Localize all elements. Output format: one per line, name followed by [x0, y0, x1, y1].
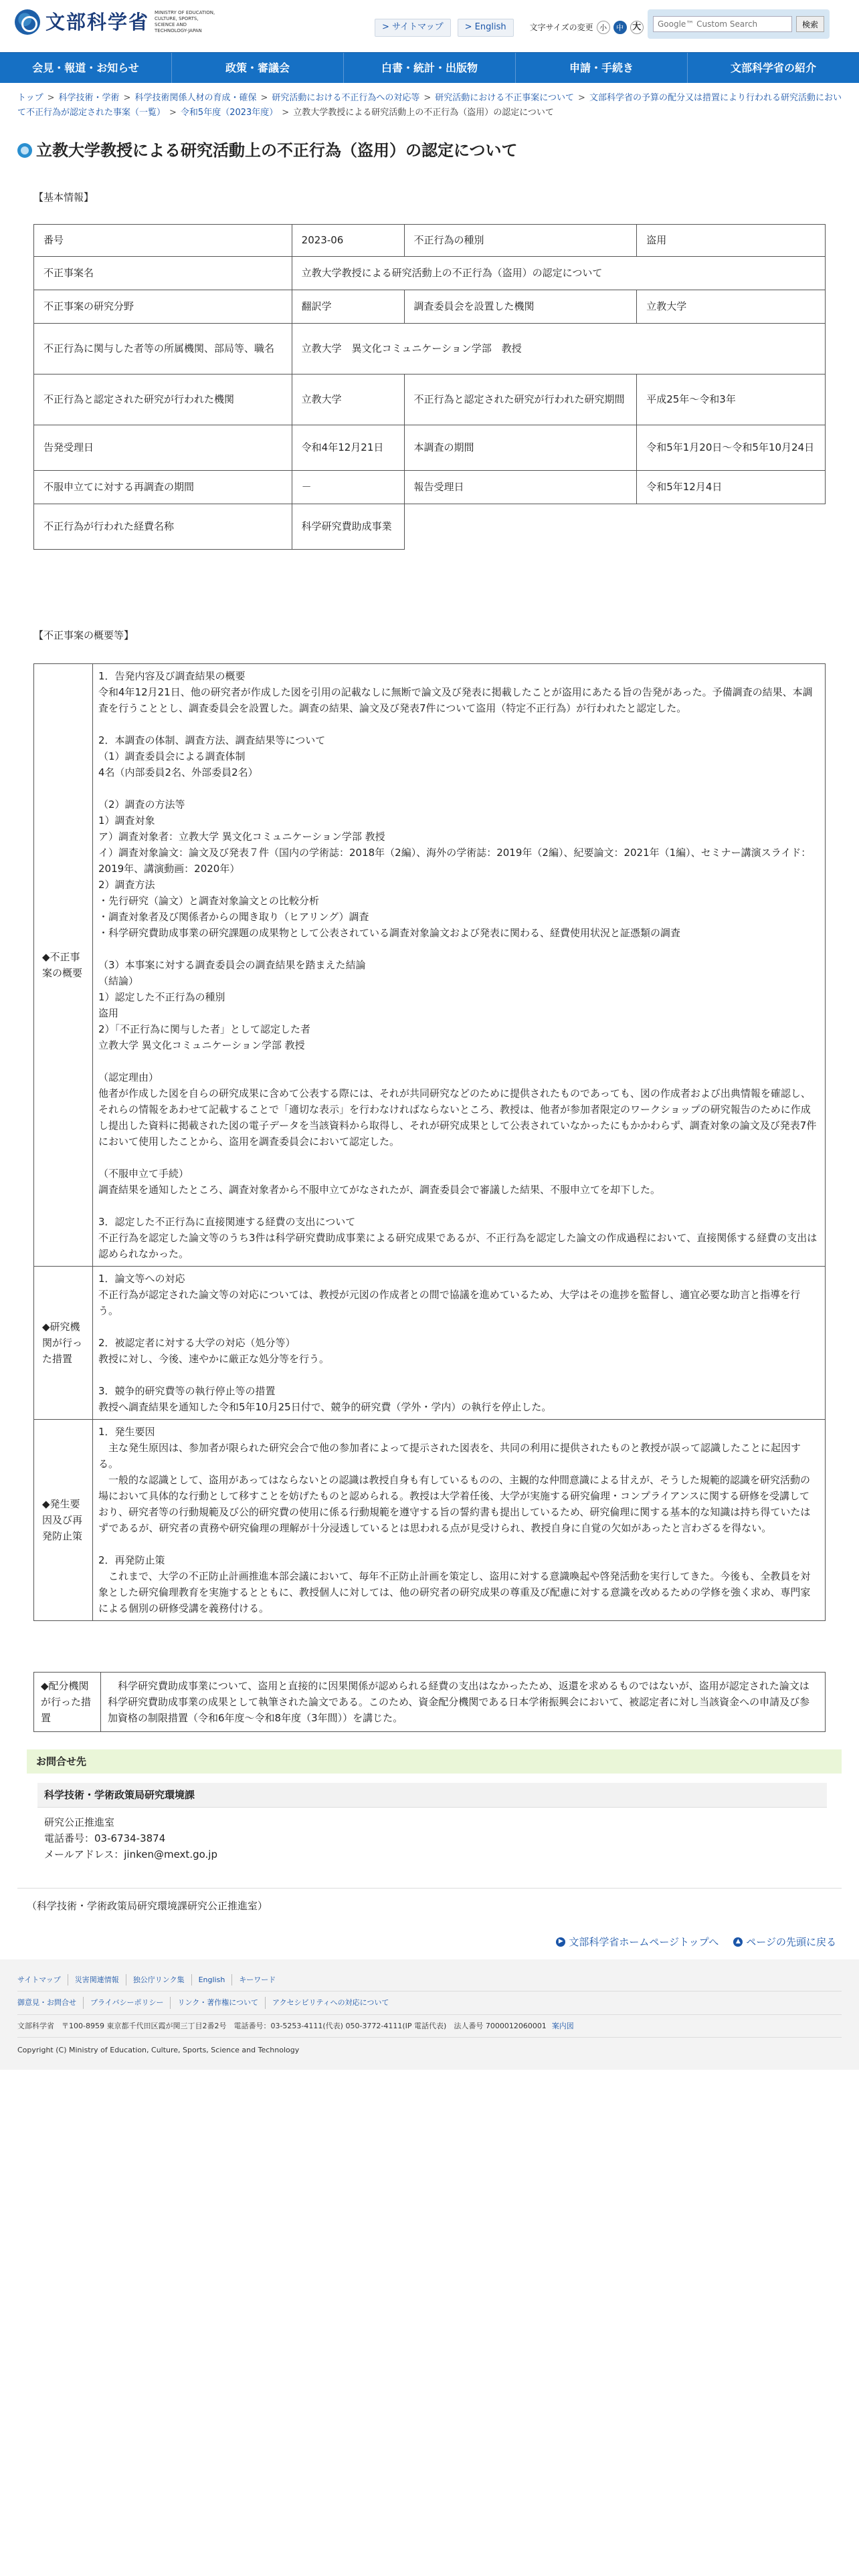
summary-table: [33, 663, 826, 1621]
table-cell: 平成25年～令和3年: [637, 374, 826, 425]
table-cell: 不正事案名: [34, 256, 292, 290]
fund-label: ◆配分機関が行った措置: [34, 1672, 101, 1731]
breadcrumb-link[interactable]: 科学技術関係人材の育成・確保: [134, 93, 257, 103]
footer-link[interactable]: サイトマップ: [17, 1974, 68, 1986]
contact-section: 研究公正推進室: [44, 1816, 115, 1828]
footer-link[interactable]: 御意見・お問合せ: [17, 1997, 84, 2009]
contact-phone: 電話番号：03-6734-3874: [44, 1832, 166, 1844]
home-link-label: 文部科学省ホームページトップへ: [569, 1935, 719, 1948]
table-cell: 2023-06: [292, 224, 404, 256]
table-cell: 立教大学教授による研究活動上の不正行為（盗用）の認定について: [292, 256, 825, 290]
table-row: [34, 663, 826, 1266]
table-cell: 翻訳学: [292, 290, 404, 323]
arrow-up-icon: ▲: [733, 1937, 743, 1947]
english-link[interactable]: > English: [458, 19, 514, 37]
search-box: [648, 9, 830, 39]
footer-address: 文部科学省 〒100-8959 東京都千代田区霞が関三丁目2番2号 電話番号：03-5253-4111(代表) 050-3772-4111(IP 電話代表) 法人番号 7000012060001: [17, 2021, 547, 2030]
summary-label: ◆発生要因及び再発防止策: [34, 1419, 93, 1620]
table-cell: 調査委員会を設置した機関: [404, 290, 637, 323]
table-cell: 不正行為と認定された研究が行われた機関: [34, 374, 292, 425]
breadcrumb-separator: >: [282, 108, 290, 118]
page-title-text: 立教大学教授による研究活動上の不正行為（盗用）の認定について: [36, 141, 518, 160]
breadcrumb-link[interactable]: 令和5年度（2023年度）: [180, 108, 278, 118]
footer-links-row: [17, 1969, 842, 1992]
table-row: [34, 1419, 826, 1620]
table-row: [34, 290, 826, 323]
font-size-medium-button[interactable]: 中: [613, 21, 627, 34]
breadcrumb-link[interactable]: 研究活動における不正事案について: [435, 93, 575, 103]
nav-item-applications[interactable]: 申請・手続き: [516, 53, 688, 83]
table-cell: 報告受理日: [404, 470, 637, 504]
contact-org: 科学技術・学術政策局研究環境課: [37, 1783, 827, 1808]
header-links: [375, 19, 644, 37]
summary-text: 1．論文等への対応 不正行為が認定された論文等の対応については、教授が元図の作成者との間で協議を進めているため、大学はその進捗を監督し、適宜必要な助言と指導を行う。 2．被認定者に対する大学の対応（処分等） 教授に対し、今後、速やかに厳正な処分等を行う。 3．競争的研究費等の執行停止等の措置 教授へ調査結果を通知した令和5年10月25日付で、競争的研究費（学外・学内）の執行を停止した。: [93, 1266, 826, 1419]
mext-emblem-icon: [15, 9, 40, 35]
footer-link[interactable]: English: [192, 1974, 233, 1986]
table-cell: 告発受理日: [34, 425, 292, 470]
breadcrumb-current: 立教大学教授による研究活動上の不正行為（盗用）の認定について: [293, 108, 554, 118]
logo-english-name: MINISTRY OF EDUCATION, CULTURE, SPORTS, SCIENCE AND TECHNOLOGY-JAPAN: [155, 10, 215, 34]
summary-text: 1．告発内容及び調査結果の概要 令和4年12月21日、他の研究者が作成した図を引用の記載なしに無断で論文及び発表に掲載したことが盗用にあたる旨の告発があった。予備調査の結果、本調査を行うこととし、調査委員会を設置した。調査の結果、論文及び発表7件について盗用（特定不正行為）が行われたと認定した。 2．本調査の体制、調査方法、調査結果等について （1）調査委員会による調査体制 4名（内部委員2名、外部委員2名） （2）調査の方法等 1）調査対象 ア）調査対象者：立教大学 異文化コミュニケーション学部 教授 イ）調査対象論文：論文及び発表７件（国内の学術誌：2018年（2編）、海外の学術誌：2019年（2編）、紀要論文：2021年（1編）、セミナー講演スライド：2019年、講演動画：2020年） 2）調査方法 ・先行研究（論文）と調査対象論文との比較分析 ・調査対象者及び関係者からの聞き取り（ヒアリング）調査 ・科学研究費助成事業の研究課題の成果物として公表されている調査対象論文および発表に関わる、経費使用状況と証憑類の調査 （3）本事案に対する調査委員会の調査結果を踏まえた結論 （結論） 1）認定した不正行為の種別 盗用 2）「不正行為に関与した者」として認定した者 立教大学 異文化コミュニケーション学部 教授 （認定理由） 他者が作成した図を自らの研究成果に含めて公表する際には、それが共同研究などのために提供されたものであっても、図の作成者および出典情報を確認し、それらの情報をあわせて記載することで「適切な表示」を行わなければならないところ、教授は、他者が参加者限定のワークショップの研究報告のために作成し提出した資料に掲載された図の電子データを当該資料から取得し、それが研究成果として公表されていなかったにもかかわらず、調査対象の論文及び発表7件において使用したことから、盗用を調査委員会において認定した。 （不服申立て手続） 調査結果を通知したところ、調査対象者から不服申立てがなされたが、調査委員会で審議した結果、不服申立てを却下した。 3．認定した不正行為に直接関連する経費の支出について 不正行為を認定した論文等のうち3件は科学研究費助成事業による研究成果であるが、不正行為を認定した論文の作成過程において、直接関係する経費の支出は認められなかった。: [93, 663, 826, 1266]
summary-text: 1．発生要因 主な発生原因は、参加者が限られた研究会合で他の参加者によって提示された図表を、共同の利用に提供されたものと教授が誤って認識したことに起因する。 一般的な認識として、盗用があってはならないとの認識は教授自身も有しているものの、主観的な仲間意識による甘えが、そうした規範的認識を研究活動の場において具体的な行動として移すことを妨げたものと認められる。教授は大学着任後、大学が実施する研究倫理・コンプライアンスに関する研修を受講しており、研究者等の行動規範及び公的研究費の使用に係る行動規範を遵守する旨の誓約書も提出しているため、研究倫理に関する基本的な知識は持ち得ていたはずであるが、研究者の責務や研究倫理の理解が十分浸透しているとは思われる点が見受けられ、教授自身に自覚の欠如があったと言わざるを得ない。 2．再発防止策 これまで、大学の不正防止計画推進本部会議において、毎年不正防止計画を策定し、盗用に対する意識喚起や啓発活動を実行してきた。今後も、全教員を対象とした研究倫理教育を実施するとともに、教授個人に対しては、他の研究者の研究成果の尊重及び配慮に対する意識を改めるための学修を強く求め、専門家による個別の研修受講を義務付ける。: [93, 1419, 826, 1620]
breadcrumb-link[interactable]: 研究活動における不正行為への対応等: [272, 93, 420, 103]
sitemap-link[interactable]: > サイトマップ: [375, 19, 451, 37]
font-size-label: 文字サイズの変更: [529, 22, 593, 32]
table-cell: 不正行為が行われた経費名称: [34, 504, 292, 549]
map-link[interactable]: 案内図: [551, 2021, 574, 2030]
footer-link[interactable]: 独公庁リンク集: [126, 1974, 192, 1986]
table-cell: 盗用: [637, 224, 826, 256]
breadcrumb-separator: >: [578, 93, 585, 103]
table-row: [34, 1672, 826, 1731]
breadcrumb-separator: >: [423, 93, 432, 103]
nav-item-publications[interactable]: 白書・統計・出版物: [344, 53, 516, 83]
search-button[interactable]: 検索: [796, 16, 824, 32]
breadcrumb-separator: >: [169, 108, 177, 118]
nav-item-about[interactable]: 文部科学省の紹介: [730, 61, 816, 74]
footer-link[interactable]: 災害関連情報: [68, 1974, 126, 1986]
footer-link[interactable]: リンク・著作権について: [171, 1997, 266, 2009]
nav-item-policy[interactable]: 政策・審議会: [172, 53, 344, 83]
home-link[interactable]: [556, 1934, 719, 1950]
table-cell: 不服申立てに対する再調査の期間: [34, 470, 292, 504]
table-row: [34, 256, 826, 290]
footer-link[interactable]: アクセシビリティへの対応について: [272, 1998, 389, 2008]
breadcrumb-separator: >: [123, 93, 131, 103]
search-input[interactable]: [653, 16, 792, 32]
contact-body: [37, 1808, 827, 1862]
table-cell: 不正行為と認定された研究が行われた研究期間: [404, 374, 637, 425]
site-logo[interactable]: [15, 7, 216, 37]
logo-name: 文部科学省: [45, 11, 150, 33]
table-cell: 不正行為に関与した者等の所属機関、部局等、職名: [34, 323, 292, 374]
footer-links-row: [17, 1992, 842, 2015]
table-cell: 科学研究費助成事業: [292, 504, 404, 549]
table-row: [34, 470, 826, 504]
table-row: [34, 374, 826, 425]
title-bullet-icon: [17, 143, 32, 158]
breadcrumb-separator: >: [47, 93, 55, 103]
summary-label: ◆研究機関が行った措置: [34, 1266, 93, 1419]
font-size-large-button[interactable]: 大: [630, 21, 644, 34]
site-footer: [0, 1959, 859, 2070]
table-cell: 立教大学 異文化コミュニケーション学部 教授: [292, 323, 825, 374]
table-row: [34, 323, 826, 374]
font-size-switcher: [530, 21, 644, 34]
table-row: [34, 224, 826, 256]
breadcrumb-link[interactable]: 科学技術・学術: [58, 93, 120, 103]
breadcrumb-link[interactable]: 文部科学省の予算の配分又は措置により行われる研究活動において不正行為が認定された事案（一覧）: [17, 93, 842, 118]
table-cell: 本調査の期間: [404, 425, 637, 470]
page-top-link[interactable]: [733, 1934, 836, 1950]
fund-text: 科学研究費助成事業について、盗用と直接的に因果関係が認められる経費の支出はなかったため、返還を求めるものではないが、盗用が認定された論文は科学研究費助成事業の成果として執筆された論文である。このため、資金配分機関である日本学術振興会において、被認定者に対し当該資金への申請及び参加資格の制限措置（令和6年度～令和8年度（3年間））を講じた。: [101, 1672, 826, 1731]
basic-info-heading: 【基本情報】: [33, 191, 94, 203]
page-title: [17, 138, 842, 163]
responsible-office-note: （科学技術・学術政策局研究環境課研究公正推進室）: [27, 1899, 268, 1912]
table-cell: 立教大学: [292, 374, 404, 425]
summary-label: ◆不正事案の概要: [34, 663, 93, 1266]
nav-item-press[interactable]: 会見・報道・お知らせ: [0, 53, 172, 83]
site-header: [0, 0, 859, 52]
basic-info-table: [33, 224, 826, 550]
summary-heading: 【不正事案の概要等】: [33, 629, 134, 641]
fund-measure-table: [33, 1672, 826, 1732]
arrow-right-icon: ▶: [556, 1937, 565, 1947]
footer-address-row: [17, 2015, 842, 2038]
breadcrumb-separator: >: [260, 93, 268, 103]
table-cell: －: [292, 470, 404, 504]
table-cell: 番号: [34, 224, 292, 256]
global-nav: [0, 52, 859, 83]
table-row: [34, 425, 826, 470]
copyright: Copyright (C) Ministry of Education, Culture, Sports, Science and Technology: [17, 2046, 300, 2055]
font-size-small-button[interactable]: 小: [597, 21, 610, 34]
contact-heading: お問合せ先: [27, 1749, 842, 1774]
table-cell: 令和4年12月21日: [292, 425, 404, 470]
table-cell: 不正事案の研究分野: [34, 290, 292, 323]
divider: [17, 1888, 842, 1889]
table-cell: 立教大学: [637, 290, 826, 323]
contact-email: メールアドレス：jinken@mext.go.jp: [44, 1848, 217, 1860]
page-top-link-label: ページの先頭に戻る: [746, 1935, 836, 1948]
footer-link[interactable]: キーワード: [239, 1975, 276, 1984]
table-cell: 不正行為の種別: [404, 224, 637, 256]
contact-box: [37, 1783, 827, 1862]
table-row: [34, 1266, 826, 1419]
table-cell: 令和5年12月4日: [637, 470, 826, 504]
table-cell: 令和5年1月20日～令和5年10月24日: [637, 425, 826, 470]
breadcrumb: [0, 83, 859, 126]
table-cell-empty: [404, 504, 825, 549]
footer-link[interactable]: プライバシーポリシー: [84, 1997, 171, 2009]
breadcrumb-link[interactable]: トップ: [17, 93, 43, 103]
table-row: [34, 504, 826, 549]
back-links: [0, 1934, 836, 1950]
